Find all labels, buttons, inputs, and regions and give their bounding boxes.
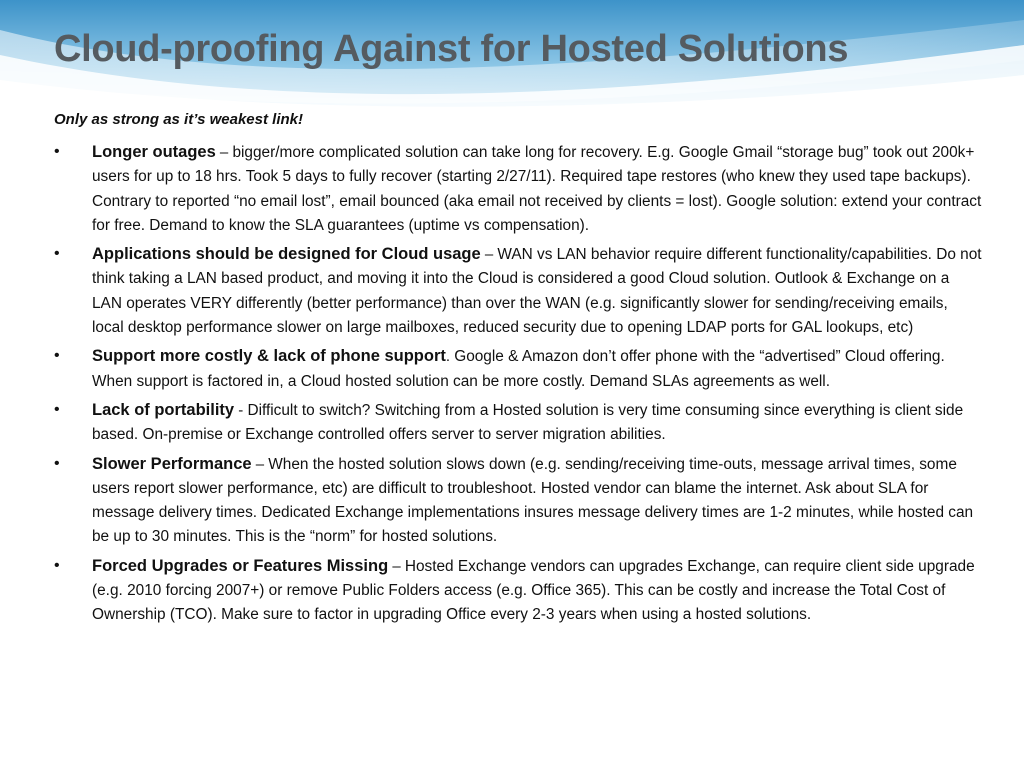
- bullet-support-cost: [54, 344, 982, 394]
- bullet-heading: Applications should be designed for Cloud usage: [92, 245, 481, 264]
- bullet-separator: -: [234, 401, 248, 419]
- bullet-dot-icon: •: [54, 347, 60, 365]
- bullet-separator: –: [251, 455, 269, 473]
- bullet-text: Difficult to switch? Switching from a Hosted solution is very time consuming since everything is client side based. On-premise or Exchange controlled offers server to server migration abilities.: [92, 401, 964, 444]
- bullet-separator: –: [388, 557, 405, 575]
- bullet-portability: [54, 398, 982, 448]
- bullet-dot-icon: •: [54, 400, 60, 418]
- bullet-heading: Support more costly & lack of phone support: [92, 347, 446, 366]
- bullet-slower-performance: [54, 452, 982, 550]
- bullet-text: When the hosted solution slows down (e.g. sending/receiving time-outs, message arrival times, some users report slower performance, etc) are difficult to troubleshoot. Hosted vendor can blame the internet. Ask about SLA for message delivery times. Dedicated Exchange implementations insures message delivery times are 1-2 minutes, while hosted can be up to 30 minutes. This is the “norm” for hosted solutions.: [92, 455, 974, 546]
- bullet-text: WAN vs LAN behavior require different functionality/capabilities. Do not think taking a LAN based product, and moving it into the Cloud is considered a good Cloud solution. Outlook & Exchange on a LAN operates VERY differently (better performance) than over the WAN (e.g. significantly slower for sending/receiving emails, local desktop performance slower on large mailboxes, reduced security due to opening LDAP ports for GAL lookups, etc): [92, 246, 982, 337]
- bullet-text: Google & Amazon don’t offer phone with the “advertised” Cloud offering. When support is factored in, a Cloud hosted solution can be more costly. Demand SLAs agreements as well.: [92, 348, 945, 390]
- bullet-cloud-usage: [54, 242, 982, 340]
- bullet-dot-icon: •: [54, 245, 60, 263]
- bullet-dot-icon: •: [54, 143, 60, 160]
- slide-subtitle: Only as strong as it’s weakest link!: [54, 111, 303, 128]
- bullet-separator: –: [480, 246, 498, 264]
- bullet-heading: Slower Performance: [92, 454, 252, 473]
- bullet-dot-icon: •: [54, 556, 60, 574]
- bullet-heading: Forced Upgrades or Features Missing: [92, 556, 389, 575]
- bullet-dot-icon: •: [54, 454, 60, 472]
- bullet-text: bigger/more complicated solution can take long for recovery. E.g. Google Gmail “storage bug” took out 200k+ users for up to 18 hrs. Took 5 days to fully recover (starting 2/27/11). Required tape restores (who knew they used tape backups). Contrary to reported “no email lost”, email bounced (aka email not received by clients = lost). Google solution: extend your contract for free. Demand to know the SLA guarantees (uptime vs compensation).: [92, 144, 982, 234]
- bullet-separator: –: [215, 144, 233, 161]
- bullet-forced-upgrades: [54, 554, 982, 628]
- bullet-separator: .: [445, 348, 455, 366]
- bullet-heading: Longer outages: [92, 143, 216, 161]
- bullet-heading: Lack of portability: [92, 400, 235, 419]
- bullet-longer-outages: [54, 140, 982, 238]
- bullet-list: [54, 140, 982, 632]
- slide-title: Cloud-proofing Against for Hosted Solutions: [54, 28, 849, 70]
- bullet-text: Hosted Exchange vendors can upgrades Exchange, can require client side upgrade (e.g. 2010 forcing 2007+) or remove Public Folders access (e.g. Office 365). This can be costly and increase the Total Cost of Ownership (TCO). Make sure to factor in upgrading Office every 2-3 years when using a hosted solutions.: [92, 557, 975, 624]
